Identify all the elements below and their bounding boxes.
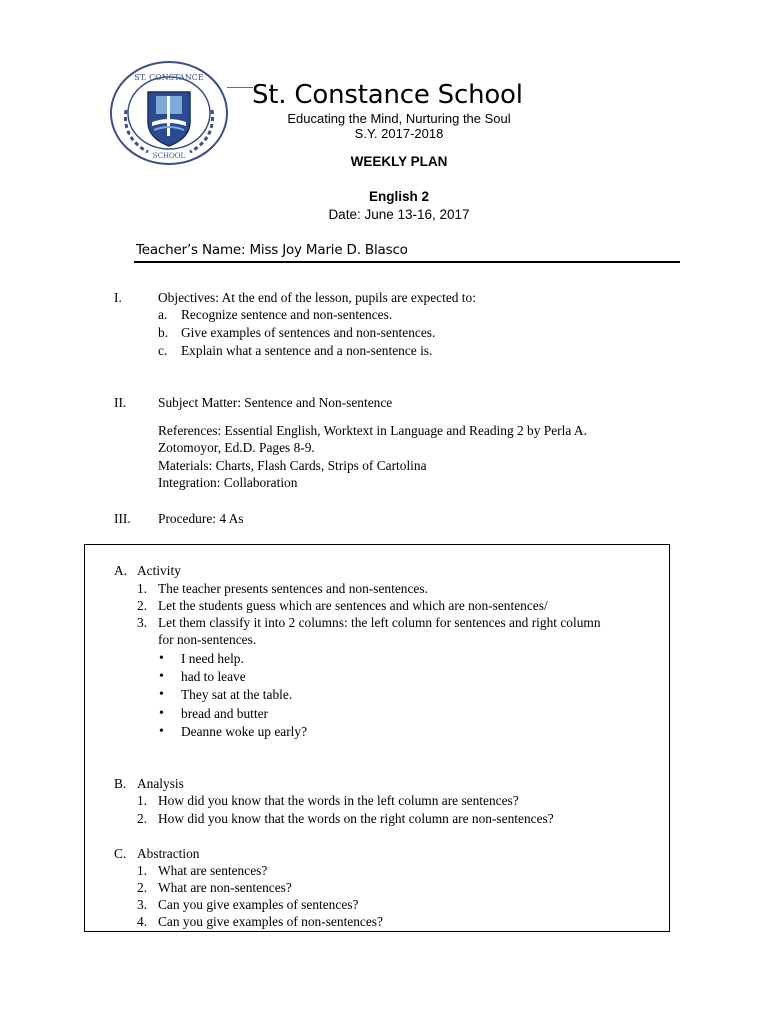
school-motto: Educating the Mind, Nurturing the Soul <box>287 111 511 126</box>
step-marker: 2. <box>137 880 148 895</box>
section-numeral-subject-matter: II. <box>114 395 127 410</box>
school-year: S.Y. 2017-2018 <box>354 126 444 141</box>
abstraction-step: What are non-sentences? <box>158 880 292 895</box>
activity-step: Let the students guess which are sentences and which are non-sentences/ <box>158 598 548 613</box>
objective-item: Recognize sentence and non-sentences. <box>181 307 393 322</box>
analysis-title: Analysis <box>137 776 184 791</box>
subject-matter-title: Subject Matter: Sentence and Non-sentence <box>158 395 393 410</box>
abstraction-title: Abstraction <box>137 846 200 861</box>
section-numeral-objectives: I. <box>114 290 122 305</box>
analysis-step: How did you know that the words on the right column are non-sentences? <box>158 811 554 826</box>
step-marker: 1. <box>137 793 148 808</box>
objective-item: Explain what a sentence and a non-sentence is. <box>181 343 433 358</box>
bullet-icon: • <box>159 669 164 684</box>
example-item: Deanne woke up early? <box>181 724 308 739</box>
procedure-marker: A. <box>114 563 128 578</box>
activity-step: Let them classify it into 2 columns: the left column for sentences and right column <box>158 615 601 630</box>
example-item: They sat at the table. <box>181 687 293 702</box>
step-marker: 2. <box>137 598 148 613</box>
bullet-icon: • <box>159 706 164 721</box>
activity-step: The teacher presents sentences and non-sentences. <box>158 581 428 596</box>
step-marker: 1. <box>137 863 148 878</box>
plan-date: Date: June 13-16, 2017 <box>328 207 470 222</box>
abstraction-step: Can you give examples of non-sentences? <box>158 914 383 929</box>
plan-title: WEEKLY PLAN <box>350 154 448 169</box>
logo-top-text: ST. CONSTANCE <box>134 73 204 82</box>
example-item: had to leave <box>181 669 246 684</box>
activity-title: Activity <box>137 563 181 578</box>
step-marker: 2. <box>137 811 148 826</box>
section-numeral-procedure: III. <box>114 511 131 526</box>
bullet-icon: • <box>159 687 164 702</box>
abstraction-step: What are sentences? <box>158 863 268 878</box>
activity-step-continued: for non-sentences. <box>158 632 257 647</box>
objective-marker: a. <box>158 307 168 322</box>
objective-marker: c. <box>158 343 168 358</box>
subject-title: English 2 <box>368 189 429 204</box>
references-line: Zotomoyor, Ed.D. Pages 8-9. <box>158 440 315 455</box>
objective-item: Give examples of sentences and non-sentences. <box>181 325 436 340</box>
analysis-step: How did you know that the words in the left column are sentences? <box>158 793 519 808</box>
step-marker: 4. <box>137 914 148 929</box>
logo-bottom-text: SCHOOL <box>152 152 186 160</box>
step-marker: 3. <box>137 897 148 912</box>
teacher-underline <box>134 261 680 263</box>
step-marker: 3. <box>137 615 148 630</box>
school-name: St. Constance School <box>252 80 523 110</box>
abstraction-step: Can you give examples of sentences? <box>158 897 359 912</box>
header-connector-line <box>227 87 253 88</box>
teacher-name: Teacher’s Name: Miss Joy Marie D. Blasco <box>136 242 408 258</box>
example-item: bread and butter <box>181 706 268 721</box>
step-marker: 1. <box>137 581 148 596</box>
objectives-intro: Objectives: At the end of the lesson, pupils are expected to: <box>158 290 476 305</box>
materials-line: Materials: Charts, Flash Cards, Strips of Cartolina <box>158 458 427 473</box>
references-line: References: Essential English, Worktext in Language and Reading 2 by Perla A. <box>158 423 587 438</box>
procedure-title: Procedure: 4 As <box>158 511 244 526</box>
example-item: I need help. <box>181 651 244 666</box>
procedure-marker: B. <box>114 776 127 791</box>
bullet-icon: • <box>159 651 164 666</box>
bullet-icon: • <box>159 724 164 739</box>
procedure-marker: C. <box>114 846 127 861</box>
integration-line: Integration: Collaboration <box>158 475 298 490</box>
objective-marker: b. <box>158 325 169 340</box>
